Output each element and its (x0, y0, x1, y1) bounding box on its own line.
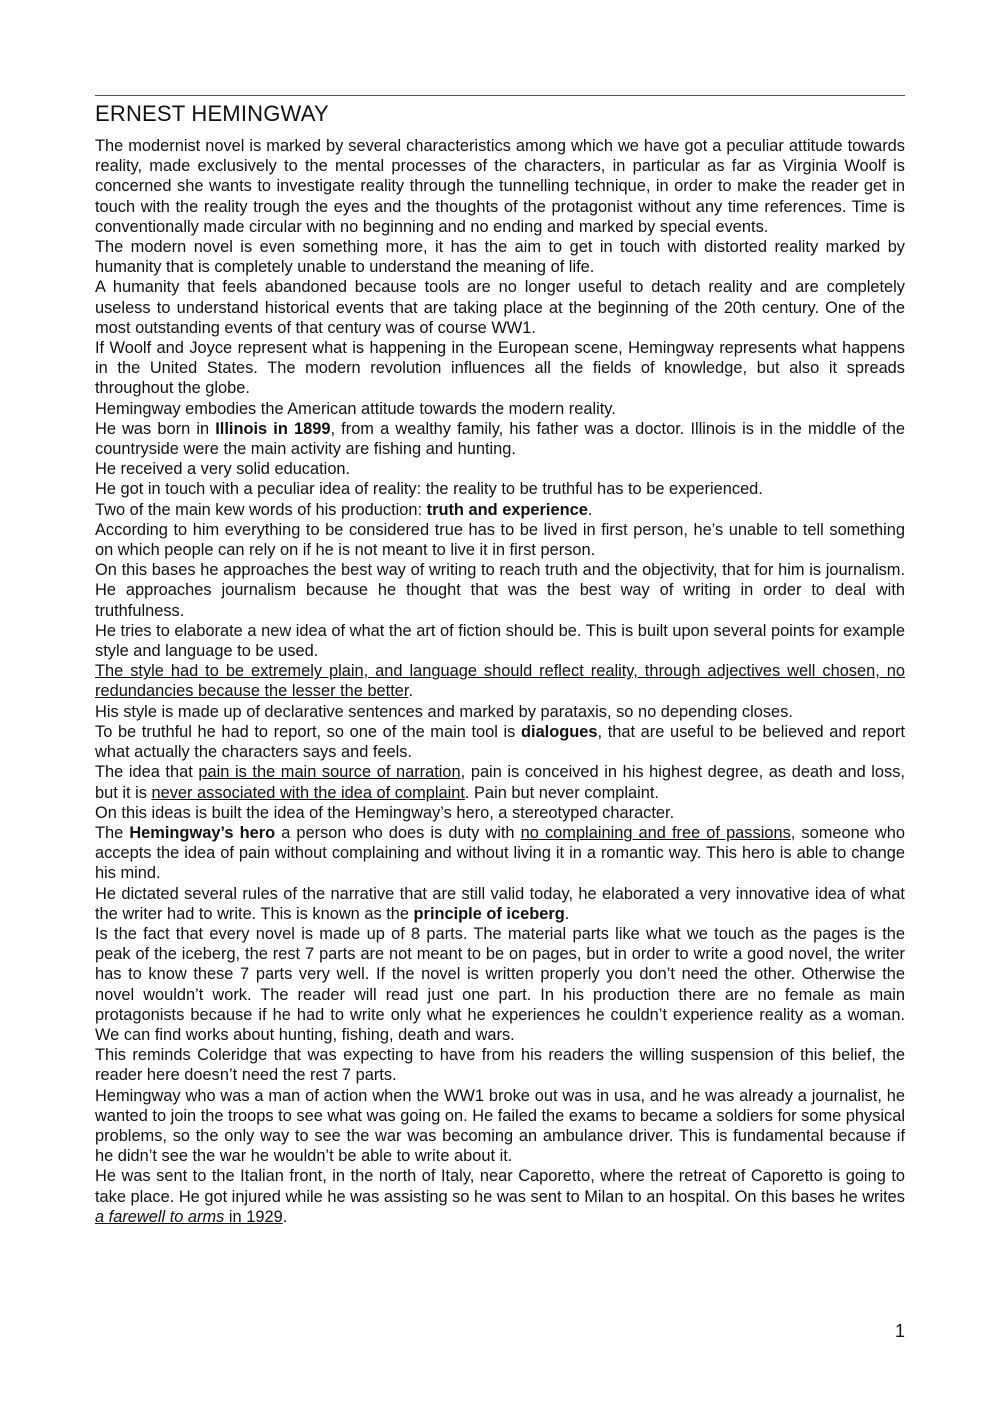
text-run: He was sent to the Italian front, in the north of Italy, near Caporetto, where the retreat of Caporetto is going to take place. He got injured while he was assisting so he was sent to Milan to an hospital. On this bases he writes (95, 1167, 905, 1206)
text-run: If Woolf and Joyce represent what is happening in the European scene, Hemingway represents what happens in the United States. The modern revolution influences all the fields of knowledge, but also it spreads throughout the globe. (95, 339, 905, 398)
text-run: , pain is conceived in his highest degree, as death and loss, but it is (95, 763, 905, 802)
bold-text: principle of iceberg (413, 904, 565, 923)
text-run: . (587, 500, 593, 519)
paragraph (95, 459, 905, 479)
text-run: . Pain but never complaint. (464, 783, 659, 802)
text-run: . (282, 1207, 288, 1226)
document-body (95, 136, 905, 1227)
text-run: On this ideas is built the idea of the Hemingway’s hero, a stereotyped character. (95, 803, 675, 822)
paragraph (95, 237, 905, 277)
text-run: He dictated several rules of the narrative that are still valid today, he elaborated a very innovative idea of what the writer had to write. This is known as the (95, 884, 905, 923)
text-run: To be truthful he had to report, so one of the main tool is (95, 722, 521, 741)
text-run: Hemingway embodies the American attitude towards the modern reality. (95, 399, 616, 418)
text-run: The modernist novel is marked by several characteristics among which we have got a peculiar attitude towards reality, made exclusively to the mental processes of the characters, in particular as far as Virginia Woolf is concerned she wants to investigate reality through the tunnelling technique, in order to make the reader get in touch with the reality trough the eyes and the thoughts of the protagonist without any time references. Time is conventionally made circular with no beginning and no ending and marked by special events. (95, 137, 905, 236)
text-run: He was born in (95, 419, 216, 438)
text-run: This reminds Coleridge that was expecting to have from his readers the willing suspension of this belief, the reader here doesn’t need the rest 7 parts. (95, 1046, 905, 1085)
paragraph (95, 924, 905, 1045)
paragraph (95, 722, 905, 762)
text-run: A humanity that feels abandoned because tools are no longer useful to detach reality and are completely useless to understand historical events that are taking place at the beginning of the 20th century. One of the most outstanding events of that century was of course WW1. (95, 278, 905, 337)
page-title: ERNEST HEMINGWAY (95, 101, 329, 126)
text-run: The (95, 823, 130, 842)
text-run: He received a very solid education. (95, 460, 351, 479)
text-run: Hemingway who was a man of action when the WW1 broke out was in usa, and he was already a journalist, he wanted to join the troops to see what was going on. He failed the exams to became a soldiers for some physical problems, so the only way to see the war was becoming an ambulance driver. This is fundamental because if he didn’t see the war he wouldn’t be able to write about it. (95, 1086, 905, 1166)
underlined-text: never associated with the idea of complaint (151, 783, 465, 802)
paragraph (95, 338, 905, 399)
paragraph (95, 803, 905, 823)
paragraph (95, 1086, 905, 1167)
text-run: He got in touch with a peculiar idea of reality: the reality to be truthful has to be experienced. (95, 480, 763, 499)
underlined-text: The style had to be extremely plain, and language should reflect reality, through adjectives well chosen, no redundancies because the lesser the better (95, 662, 905, 701)
paragraph (95, 1166, 905, 1227)
text-run: Is the fact that every novel is made up of 8 parts. The material parts like what we touch as the pages is the peak of the iceberg, the rest 7 parts are not meant to be on pages, but in order to write a good novel, the writer has to know these 7 parts very well. If the novel is written properly you don’t need the other. Otherwise the novel wouldn’t work. The reader will read just one part. In his production there are no female as main protagonists because if he had to write only what he experiences he couldn’t experience reality as a woman. We can find works about hunting, fishing, death and wars. (95, 924, 905, 1044)
paragraph (95, 419, 905, 459)
paragraph (95, 884, 905, 924)
underlined-text: pain is the main source of narration (198, 763, 461, 782)
text-run: , from a wealthy family, his father was a doctor. Illinois is in the middle of the countryside were the main activity are fishing and hunting. (95, 419, 905, 459)
paragraph (95, 136, 905, 237)
paragraph (95, 621, 905, 661)
page-number: 1 (894, 1321, 905, 1341)
text-run: a person who does is duty with (275, 823, 521, 842)
paragraph (95, 277, 905, 338)
text-run: , someone who accepts the idea of pain without complaining and without living it in a romantic way. This hero is able to change his mind. (95, 823, 905, 883)
text-run: , that are useful to be believed and report what actually the characters says and feels. (95, 722, 905, 762)
paragraph (95, 702, 905, 722)
text-run: On this bases he approaches the best way of writing to reach truth and the objectivity, that for him is journalism. He approaches journalism because he thought that was the best way of writing in order to deal with truthfulness. (95, 561, 905, 620)
bold-text: Hemingway’s hero (129, 823, 276, 842)
paragraph (95, 1045, 905, 1085)
text-run: He tries to elaborate a new idea of what the art of fiction should be. This is built upon several points for example style and language to be used. (95, 621, 905, 661)
text-run: His style is made up of declarative sentences and marked by parataxis, so no depending closes. (95, 702, 793, 721)
bold-text: dialogues (521, 722, 598, 741)
paragraph (95, 560, 905, 621)
bold-text: truth and experience (426, 500, 588, 519)
text-run: . (564, 904, 570, 923)
underlined-text: no complaining and free of passions (520, 823, 791, 842)
text-run: Two of the main kew words of his production: (95, 500, 427, 519)
paragraph (95, 479, 905, 499)
underlined-text: in 1929 (224, 1207, 283, 1226)
paragraph (95, 823, 905, 884)
paragraph (95, 500, 905, 520)
text-run: . (408, 682, 414, 701)
header-rule (95, 95, 905, 96)
paragraph (95, 762, 905, 802)
text-run: According to him everything to be considered true has to be lived in first person, he’s unable to tell something on which people can rely on if he is not meant to live it in first person. (95, 520, 905, 560)
bold-text: Illinois in 1899 (215, 419, 331, 438)
underlined-text: a farewell to arms (95, 1207, 225, 1226)
paragraph (95, 399, 905, 419)
text-run: The modern novel is even something more, it has the aim to get in touch with distorted reality marked by humanity that is completely unable to understand the meaning of life. (95, 238, 905, 277)
text-run: The idea that (95, 763, 199, 782)
paragraph (95, 520, 905, 560)
paragraph (95, 661, 905, 701)
